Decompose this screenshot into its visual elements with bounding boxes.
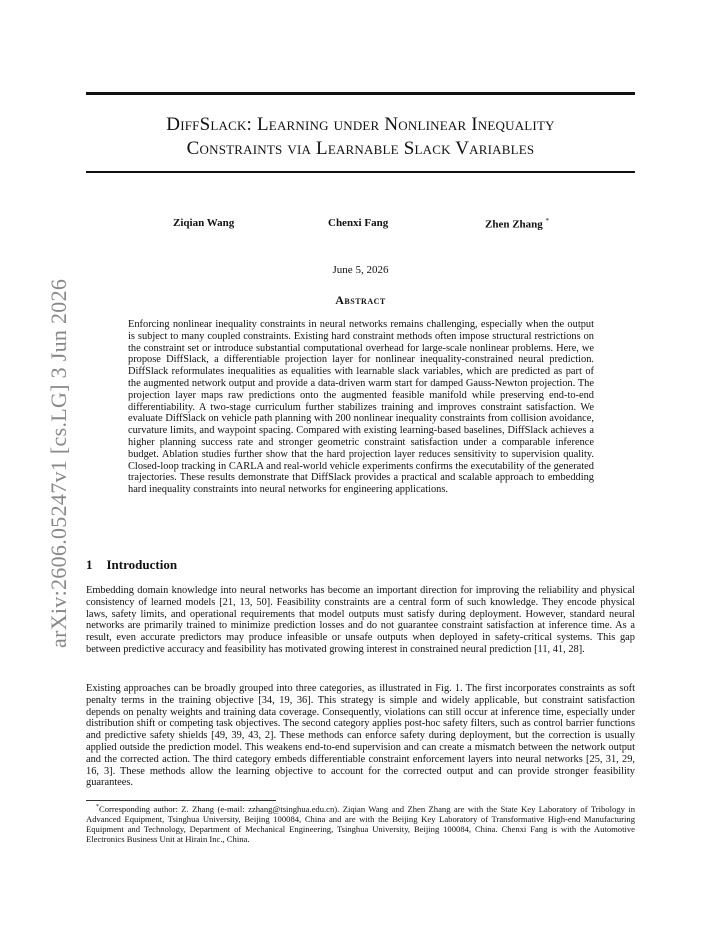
- footnote: [86, 802, 635, 844]
- title-line-2: Constraints via Learnable Slack Variables: [186, 138, 535, 159]
- title-line-1: DiffSlack: Learning under Nonlinear Inequality: [166, 114, 555, 135]
- abstract-heading: Abstract: [335, 293, 386, 307]
- arxiv-watermark: [14, 268, 71, 648]
- publication-date: June 5, 2026: [332, 264, 389, 276]
- author-3-mark: *: [545, 217, 550, 225]
- footnote-mark: *: [96, 804, 99, 810]
- author-2: Chenxi Fang: [328, 217, 389, 229]
- title-rule-bottom: [86, 171, 635, 173]
- author-1: Ziqian Wang: [173, 217, 235, 229]
- intro-paragraph-1: Embedding domain knowledge into neural networks has become an important direction for improving the reliability and physical consistency of learned models [21, 13, 50]. Feasibility constraints are a central form of such knowledge. They encode physical laws, safety limits, and operational requirements that model outputs must satisfy during deployment. However, standard neural networks are primarily trained to minimize prediction losses and do not guarantee constraint satisfaction at inference time. As a result, even accurate predictors may produce infeasible or unsafe outputs when deployed in safety-critical systems. This gap between predictive accuracy and feasibility has motivated growing interest in constrained neural prediction [11, 41, 28].: [86, 585, 635, 655]
- arxiv-identifier: arXiv:2606.05247v1 [cs.LG] 3 Jun 2026: [46, 278, 71, 648]
- paper-title: [86, 113, 635, 161]
- footnote-text: Corresponding author: Z. Zhang (e-mail: zzhang@tsinghua.edu.cn). Ziqian Wang and Zhen Zhang are with the State Key Laboratory of Tribology in Advanced Equipment, Tsinghua University, Beijing 100084, China and are with the Beijing Key Laboratory of Transformative High-end Manufacturing Equipment and Technology, Department of Mechanical Engineering, Tsinghua University, Beijing 100084, China. Chenxi Fang is with the Automotive Electronics Business Unit at Hirain Inc., China.: [86, 803, 635, 844]
- section-title: Introduction: [106, 557, 178, 572]
- title-rule-top: [86, 92, 635, 95]
- section-heading: [86, 557, 177, 573]
- footnote-rule: [86, 800, 276, 801]
- abstract-body: Enforcing nonlinear inequality constraints in neural networks remains challenging, especially when the output is subject to many coupled constraints. Existing hard constraint methods often impose structural restrictions on the constraint set or introduce substantial computational overhead for large-scale nonlinear problems. Here, we propose DiffSlack, a differentiable projection layer for nonlinear inequality-constrained neural prediction. DiffSlack reformulates inequalities as equalities with learnable slack variables, which are predicted as part of the augmented network output and provide a data-driven warm start for damped Gauss-Newton projection. The projection layer maps raw predictions onto the augmented feasible manifold while preserving end-to-end differentiability. A two-stage curriculum further stabilizes training and improves constraint satisfaction. We evaluate DiffSlack on vehicle path planning with 200 nonlinear inequality constraints from collision avoidance, curvature limits, and waypoint spacing. Compared with existing learning-based baselines, DiffSlack achieves a higher planning success rate and stronger geometric constraint satisfaction under a comparable inference budget. Ablation studies further show that the hard projection layer reduces sensitivity to supervision quality. Closed-loop tracking in CARLA and real-world vehicle experiments confirms the executability of the generated trajectories. These results demonstrate that DiffSlack provides a practical and scalable approach to embedding hard inequality constraints into neural networks for engineering applications.: [128, 319, 594, 496]
- author-3: Zhen Zhang *: [485, 217, 550, 231]
- section-number: 1: [86, 557, 93, 572]
- intro-paragraph-2: Existing approaches can be broadly grouped into three categories, as illustrated in Fig. 1. The first incorporates constraints as soft penalty terms in the training objective [34, 19, 36]. This strategy is simple and widely applicable, but constraint satisfaction depends on penalty weights and training data coverage. Consequently, violations can still occur at inference time, especially under distribution shift or competing task objectives. The second category applies post-hoc safety filters, such as control barrier functions and predictive safety shields [49, 39, 43, 2]. These methods can enforce safety during deployment, but the correction is usually applied outside the prediction model. This weakens end-to-end supervision and can create a mismatch between the network output and the corrected action. The third category embeds differentiable constraint enforcement layers into neural networks [25, 31, 29, 16, 3]. These methods allow the learning objective to account for the corrected output and can provide stronger feasibility guarantees.: [86, 683, 635, 789]
- author-list: [86, 217, 635, 237]
